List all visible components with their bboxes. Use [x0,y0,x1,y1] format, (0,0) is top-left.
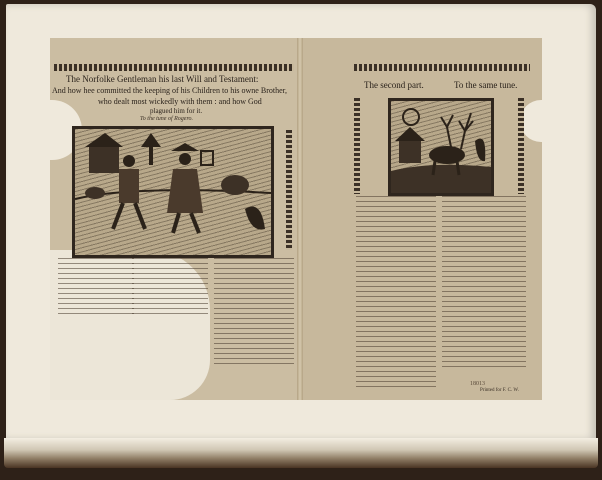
imprint: Printed for F. C. W. [480,388,519,393]
ballad-subtitle-2: who dealt most wickedly with them : and how God [98,97,262,106]
vertical-ornament-left [286,130,292,250]
page-edges [4,438,598,468]
second-part-verse-column-1 [356,196,436,391]
second-part-verse-column-2 [442,196,526,371]
ornament-border-left [54,64,294,71]
part-title: The second part. [364,80,424,90]
vertical-ornament-right-a [354,98,360,194]
ballad-subtitle-3: plagued him for it. [150,107,203,115]
tune-label: To the tune of Rogero. [140,116,194,122]
woodcut-figures-icon [75,129,271,255]
vertical-ornament-right-b [518,98,524,194]
ballad-title: The Norfolke Gentleman his last Will and Testament: [66,74,259,84]
shelf-mark: 18013 [470,381,485,387]
ballad-verse-column-2 [132,258,208,318]
ballad-subtitle: And how hee committed the keeping of his Children to his owne Brother, [52,86,287,95]
woodcut-illustration-stag [388,98,494,196]
center-fold [297,38,303,400]
stag-icon [391,101,491,193]
tune-title: To the same tune. [454,80,518,90]
ballad-verse-column-1 [58,258,134,318]
ballad-verse-column-3 [214,258,294,368]
woodcut-illustration-gentlemen [72,126,274,258]
ornament-border-right [354,64,530,71]
